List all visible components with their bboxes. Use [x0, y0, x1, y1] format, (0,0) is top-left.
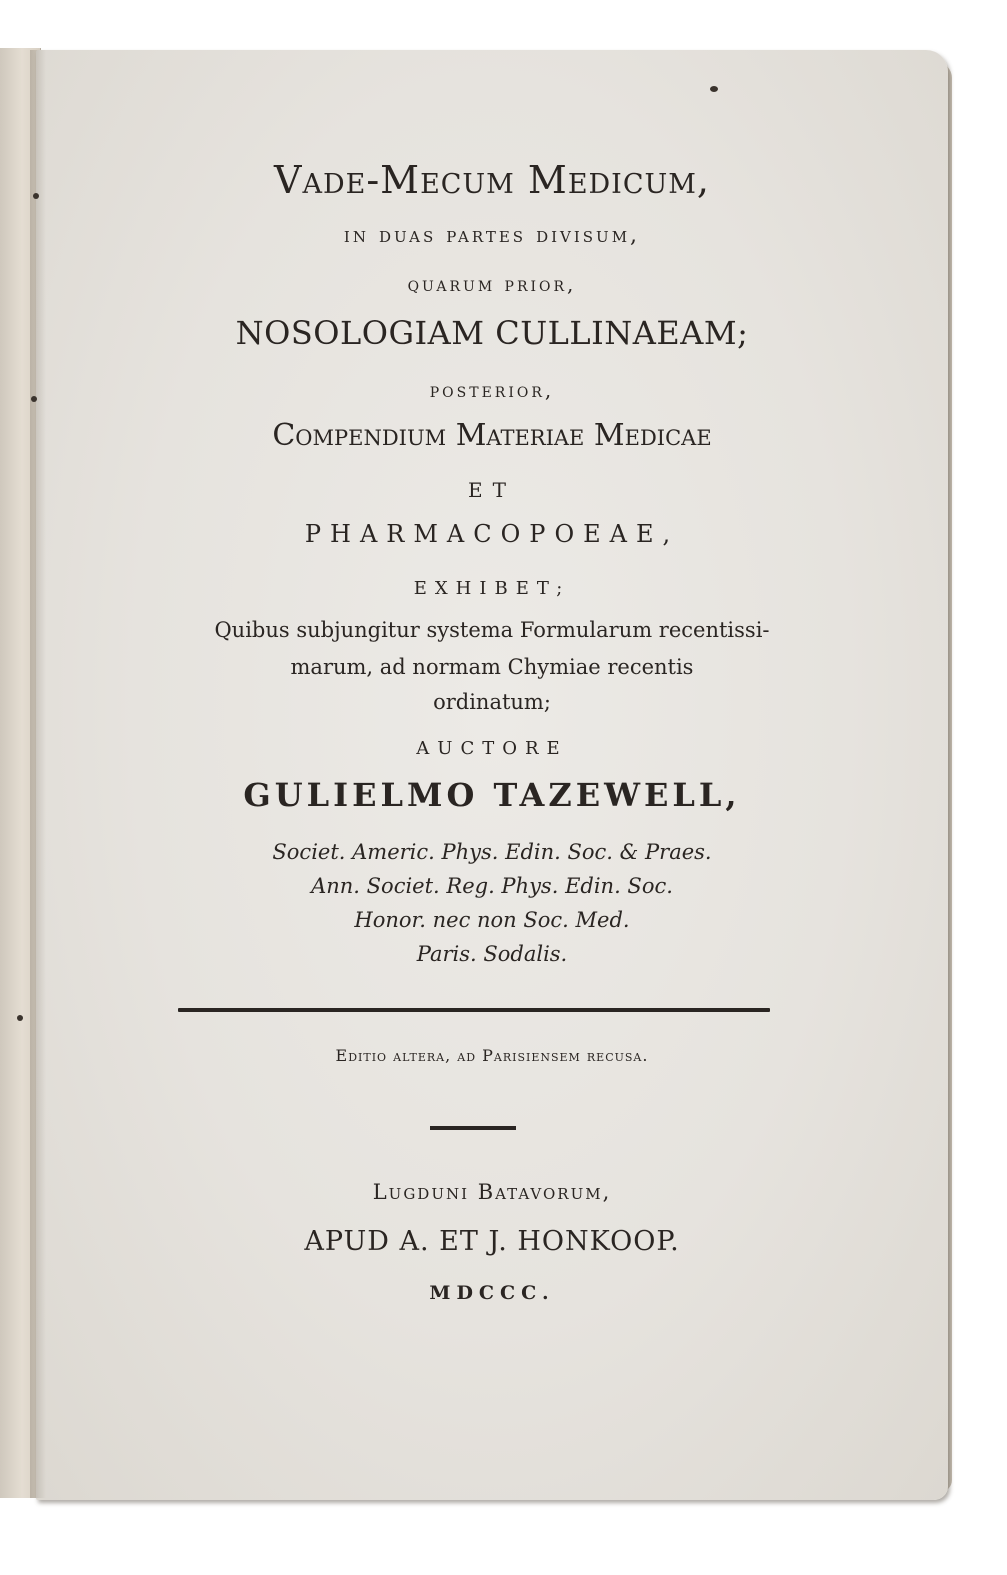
author-label: AUCTORE [416, 738, 568, 759]
affiliation-line: Societ. Americ. Phys. Edin. Soc. & Praes. [272, 840, 712, 864]
affiliation-line: Paris. Sodalis. [416, 942, 568, 966]
edition-statement: Editio altera, ad Parisiensem recusa. [335, 1046, 649, 1065]
subtitle-line: quarum prior, [407, 272, 577, 296]
author-name: GULIELMO TAZEWELL, [243, 776, 741, 814]
title-page-text [36, 50, 948, 1500]
imprint-publisher: APUD A. ET J. HONKOOP. [304, 1226, 680, 1257]
subtitle-line: in duas partes divisum, [343, 223, 641, 248]
subtitle-line: Compendium Materiae Medicae [272, 418, 712, 453]
imprint-year: MDCCC. [429, 1282, 555, 1304]
subtitle-line: ET [468, 478, 516, 502]
binding-stitch-mark [17, 1015, 23, 1021]
subtitle-line: NOSOLOGIAM CULLINAEAM; [235, 314, 749, 352]
description-line: marum, ad normam Chymiae recentis [290, 655, 694, 679]
affiliation-line: Ann. Societ. Reg. Phys. Edin. Soc. [311, 874, 673, 898]
divider-rule [178, 1008, 770, 1012]
book-title: Vade-Mecum Medicum, [274, 158, 710, 202]
subtitle-line: PHARMACOPOEAE, [304, 520, 680, 548]
subtitle-line: EXHIBET; [413, 578, 571, 599]
description-line: ordinatum; [433, 690, 551, 714]
short-divider-rule [430, 1126, 516, 1130]
description-line: Quibus subjungitur systema Formularum recentissi- [214, 618, 770, 642]
affiliation-line: Honor. nec non Soc. Med. [354, 908, 630, 932]
subtitle-line: posterior, [429, 378, 555, 402]
imprint-place: Lugduni Batavorum, [372, 1180, 612, 1204]
